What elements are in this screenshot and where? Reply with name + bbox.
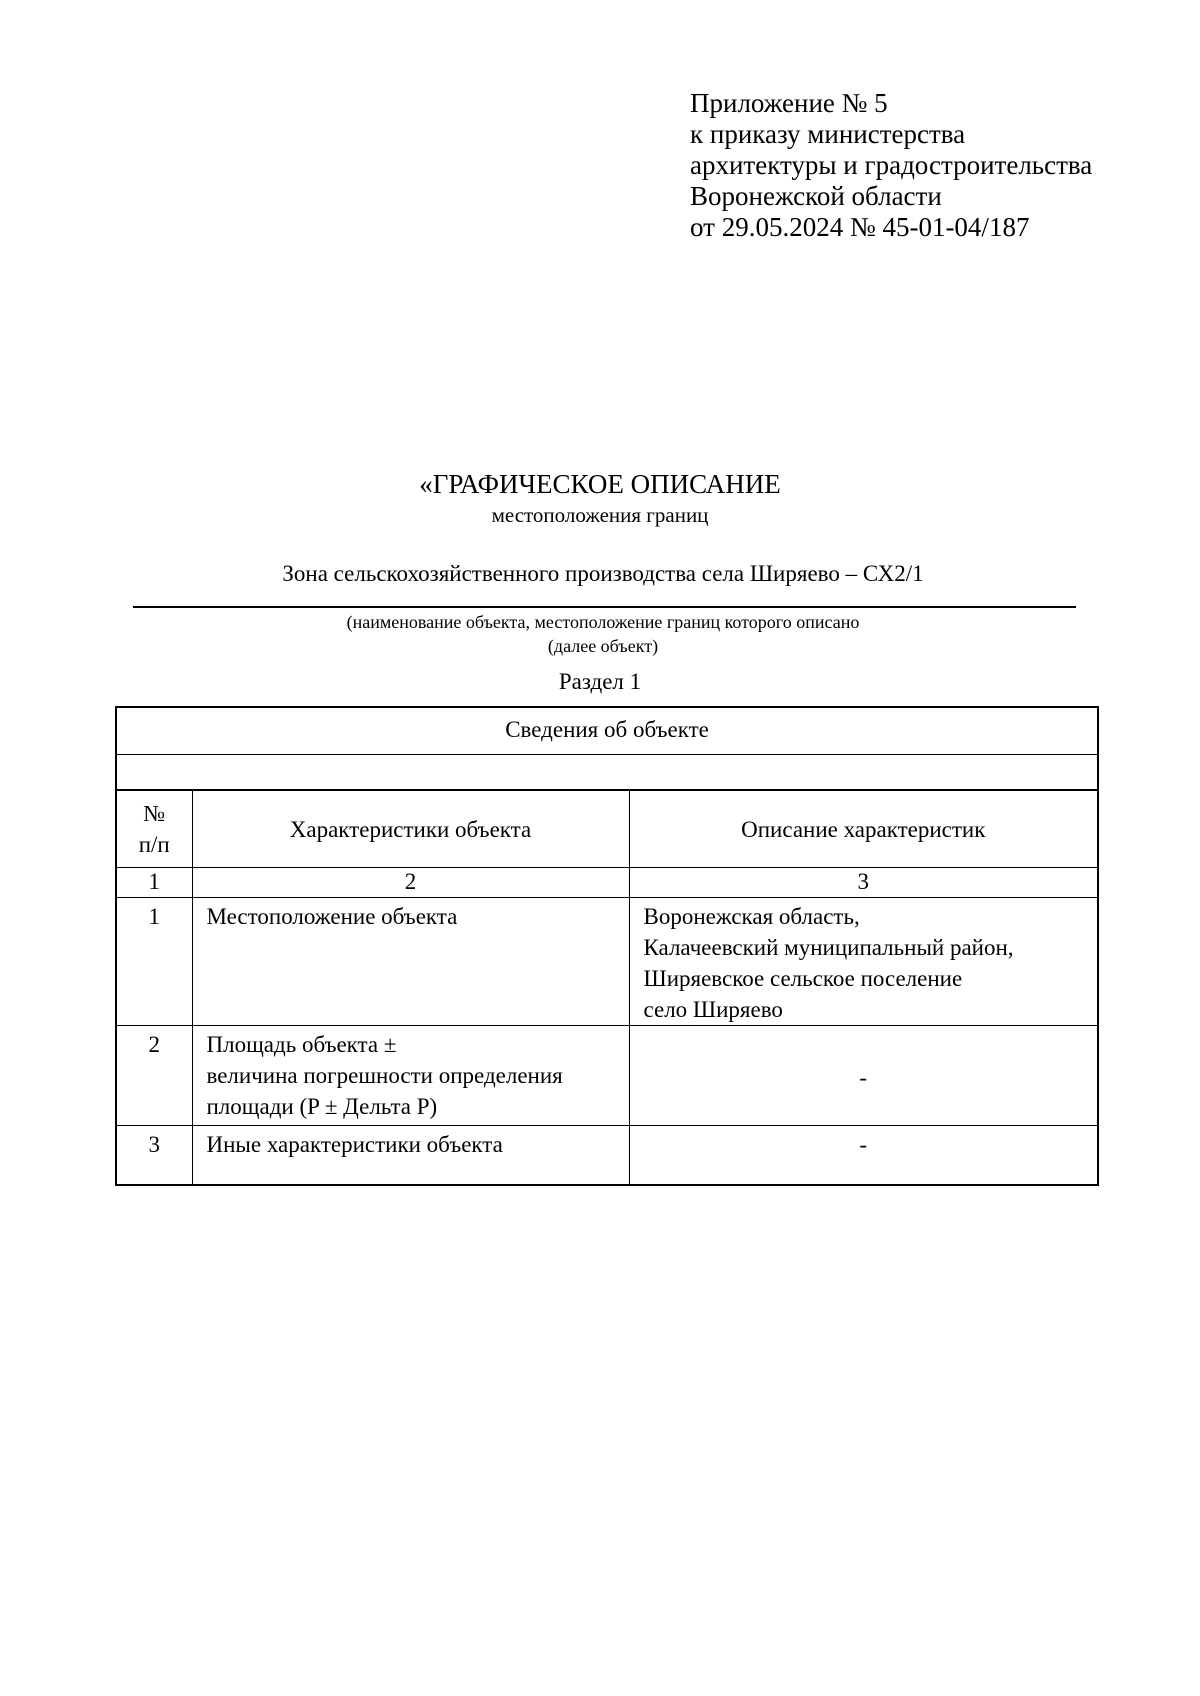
column-number-1: 1 — [116, 868, 192, 898]
header-num-symbol: № — [143, 801, 166, 826]
document-subtitle: местоположения границ — [491, 503, 709, 527]
characteristic-line: Местоположение объекта — [206, 904, 458, 929]
characteristic-line: Площадь объекта ± — [206, 1032, 397, 1057]
appendix-order-line: к приказу министерства — [690, 119, 966, 149]
row-number: 2 — [116, 1026, 192, 1126]
header-characteristics: Характеристики объекта — [192, 790, 629, 868]
header-num — [116, 790, 192, 868]
table-caption: Сведения об объекте — [116, 707, 1098, 755]
row-characteristic — [192, 898, 629, 1026]
table-empty-row — [116, 755, 1098, 791]
description-line: село Ширяево — [643, 997, 783, 1022]
description-line: Воронежская область, — [643, 904, 860, 929]
object-name-caption — [133, 610, 1073, 658]
header-description: Описание характеристик — [629, 790, 1098, 868]
row-description: - — [629, 1126, 1098, 1186]
table-row — [116, 1026, 1098, 1126]
appendix-header — [690, 88, 1092, 243]
header-num-label: п/п — [138, 832, 170, 857]
object-name: Зона сельскохозяйственного производства села Ширяево – СХ2/1 — [282, 561, 924, 586]
characteristic-line: величина погрешности определения — [206, 1063, 563, 1088]
table-empty-cell — [116, 755, 1098, 791]
table-column-numbers-row — [116, 868, 1098, 898]
object-caption-line-1: (наименование объекта, местоположение границ которого описано — [346, 612, 860, 632]
row-characteristic — [192, 1026, 629, 1126]
table-caption-row — [116, 707, 1098, 755]
appendix-date-line: от 29.05.2024 № 45-01-04/187 — [690, 212, 1030, 242]
column-number-3: 3 — [629, 868, 1098, 898]
column-number-2: 2 — [192, 868, 629, 898]
object-caption-line-2: (далее объект) — [547, 636, 659, 656]
section-label: Раздел 1 — [558, 669, 642, 694]
description-line: Калачеевский муниципальный район, — [643, 935, 1014, 960]
table-header-row — [116, 790, 1098, 868]
description-line: Ширяевское сельское поселение — [643, 966, 963, 991]
appendix-number: Приложение № 5 — [690, 88, 888, 118]
object-info-table — [115, 706, 1099, 1186]
appendix-region-line: Воронежской области — [690, 181, 942, 211]
characteristic-line: Иные характеристики объекта — [206, 1132, 503, 1157]
table-row — [116, 1126, 1098, 1186]
row-description: - — [629, 1026, 1098, 1126]
row-characteristic — [192, 1126, 629, 1186]
document-title: «ГРАФИЧЕСКОЕ ОПИСАНИЕ — [419, 469, 781, 499]
table-row — [116, 898, 1098, 1026]
row-number: 1 — [116, 898, 192, 1026]
row-description — [629, 898, 1098, 1026]
characteristic-line: площади (P ± Дельта P) — [206, 1094, 438, 1119]
row-number: 3 — [116, 1126, 192, 1186]
appendix-ministry-line: архитектуры и градостроительства — [690, 150, 1093, 180]
object-name-underline — [133, 606, 1076, 608]
